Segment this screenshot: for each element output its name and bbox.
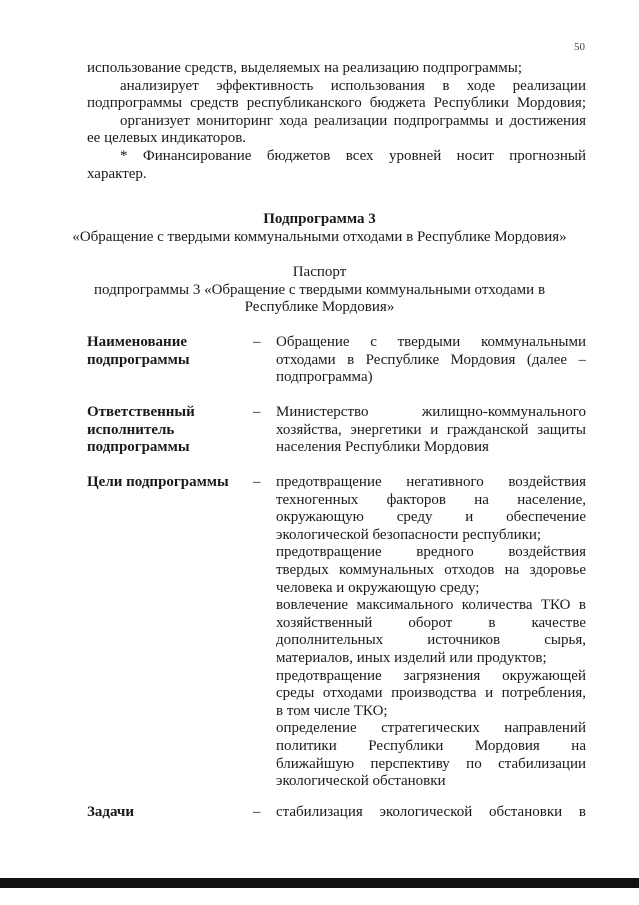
intro-line: использование средств, выделяемых на реализацию подпрограммы; xyxy=(87,60,523,76)
row-label-line: подпрограммы xyxy=(87,351,190,368)
row-value-line: Министерство жилищно-коммунального xyxy=(276,404,586,420)
row-label xyxy=(87,804,247,822)
row-value-line: экологической обстановки xyxy=(276,773,446,790)
row-value-line: экологической безопасности республики; xyxy=(276,526,542,543)
row-value-line: предотвращение вредного воздействия xyxy=(276,544,586,561)
row-value-line: населения Республики Мордовия xyxy=(276,439,489,456)
row-label-line: исполнитель xyxy=(87,421,175,438)
row-label xyxy=(87,474,247,492)
row-value xyxy=(276,404,586,457)
subprogram-subtitle: «Обращение с твердыми коммунальными отходами в Республике Мордовия» xyxy=(72,228,567,245)
footnote-line: характер. xyxy=(87,165,147,182)
row-label-line: Наименование xyxy=(87,334,187,350)
row-label xyxy=(87,404,247,457)
row-value-line: стабилизация экологической обстановки в xyxy=(276,804,586,820)
row-value-line: в том числе ТКО; xyxy=(276,702,388,719)
row-value-line: человека и окружающую среду; xyxy=(276,579,480,596)
subprogram-title: Подпрограмма 3 xyxy=(263,211,376,227)
row-value xyxy=(276,474,586,791)
dash-separator: – xyxy=(253,804,261,820)
passport-title: Паспорт xyxy=(292,264,347,280)
row-value-line: вовлечение максимального количества ТКО в xyxy=(276,597,586,614)
intro-text xyxy=(87,60,586,183)
row-label-line: Задачи xyxy=(87,804,135,820)
row-value-line: подпрограмма) xyxy=(276,369,373,386)
passport-subtitle: Республике Мордовия» xyxy=(244,299,395,316)
row-value-line: материалов, иных изделий или продуктов; xyxy=(276,649,547,666)
row-value-line: твердых коммунальных отходов на здоровье xyxy=(276,561,586,578)
page-number: 50 xyxy=(574,41,585,53)
row-value-line: хозяйства, энергетики и гражданской защиты xyxy=(276,421,586,438)
row-value-line: техногенных факторов на население, xyxy=(276,491,586,508)
intro-line: анализирует эффективность использования в ходе реализации xyxy=(120,77,586,94)
row-label xyxy=(87,334,247,369)
scan-edge-bar xyxy=(0,878,639,888)
passport-heading xyxy=(0,264,639,317)
row-value-line: политики Республики Мордовия на xyxy=(276,737,586,754)
row-value-line: отходами в Республике Мордовия (далее – xyxy=(276,351,586,368)
row-label-line: Ответственный xyxy=(87,404,195,420)
intro-line: организует мониторинг хода реализации подпрограммы и достижения xyxy=(120,112,586,129)
dash-separator: – xyxy=(253,474,261,490)
row-value-line: дополнительных источников сырья, xyxy=(276,632,586,649)
row-value-line: определение стратегических направлений xyxy=(276,720,586,737)
intro-line: подпрограммы средств республиканского бюджета Республики Мордовия; xyxy=(87,95,586,112)
row-value-line: Обращение с твердыми коммунальными xyxy=(276,334,586,350)
passport-subtitle: подпрограммы 3 «Обращение с твердыми коммунальными отходами в xyxy=(93,281,546,298)
intro-line: ее целевых индикаторов. xyxy=(87,130,247,147)
row-value xyxy=(276,334,586,387)
row-value-line: предотвращение негативного воздействия xyxy=(276,474,586,490)
row-value-line: ближайшую перспективу по стабилизации xyxy=(276,755,586,772)
row-value-line: предотвращение загрязнения окружающей xyxy=(276,667,586,684)
row-value-line: среды отходами производства и потребления, xyxy=(276,685,586,702)
dash-separator: – xyxy=(253,404,261,420)
dash-separator: – xyxy=(253,334,261,350)
row-label-line: Цели подпрограммы xyxy=(87,474,229,490)
row-label-line: подпрограммы xyxy=(87,439,190,456)
row-value-line: хозяйственный оборот в качестве xyxy=(276,614,586,631)
subprogram-heading xyxy=(0,211,639,246)
footnote-line: * Финансирование бюджетов всех уровней носит прогнозный xyxy=(120,147,586,164)
row-value-line: окружающую среду и обеспечение xyxy=(276,509,586,526)
row-value xyxy=(276,804,586,822)
